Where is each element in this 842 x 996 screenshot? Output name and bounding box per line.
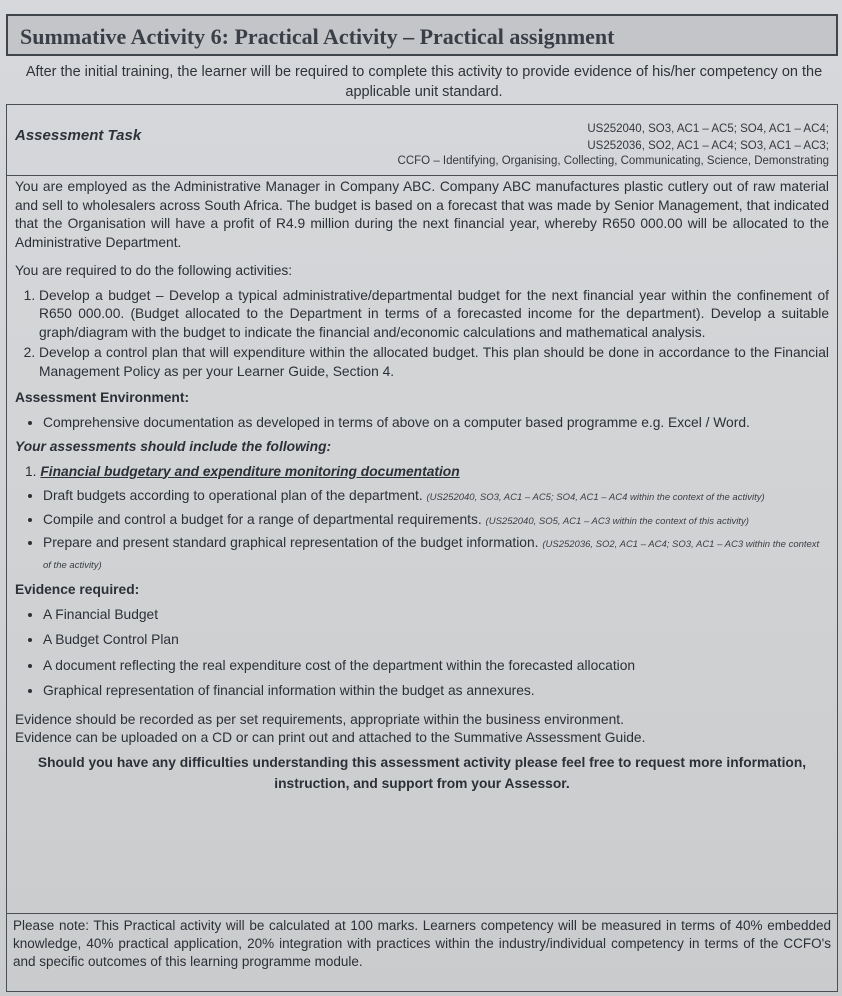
activity-item: 1. Develop a budget – Develop a typical administrative/departmental budget for the next financial year within the confinement of R650 000.00. (Budget allocated to the Department in terms of a forecasted income for the department). Develop a suitable graph/diagram with the budget to indicate the financial and/economic calculations and mathematical analysis. (39, 287, 829, 343)
evidence-item: • A Financial Budget (43, 606, 829, 625)
evidence-list (15, 606, 829, 701)
assessment-table (6, 104, 838, 992)
environment-list (15, 414, 829, 433)
support-text: Should you have any difficulties understanding this assessment activity please feel free to request more information, instruction, and support from your Assessor. (37, 754, 807, 791)
activity-item: 2. Develop a control plan that will expenditure within the allocated budget. This plan should be done in accordance to the Financial Management Policy as per your Learner Guide, Section 4. (39, 344, 829, 381)
unit-standard-ref-2: US252036, SO2, AC1 – AC4; SO3, AC1 – AC3; (587, 140, 829, 152)
unit-standard-ref-1: US252040, SO3, AC1 – AC5; SO4, AC1 – AC4; (587, 123, 829, 135)
subheading-number: 1. (25, 463, 37, 479)
assessment-item (43, 534, 829, 575)
assessment-item-text: Draft budgets according to operational plan of the department. (43, 488, 423, 503)
subheading-text: Financial budgetary and expenditure monitoring documentation (40, 463, 460, 479)
task-content (15, 178, 829, 794)
intro-text: After the initial training, the learner will be required to complete this activity to provide evidence of his/her competency on the applicable unit standard. (25, 64, 823, 100)
evidence-recording-text: Evidence should be recorded as per set requirements, appropriate within the business environment. (15, 711, 624, 727)
page-title: Summative Activity 6: Practical Activity – Practical assignment (20, 24, 615, 49)
scenario-paragraph: You are employed as the Administrative Manager in Company ABC. Company ABC manufactures plastic cutlery out of raw material and sell to wholesalers across South Africa. The budget is based on a forecast that was made by Senior Management, that indicated that the Organisation will have a profit of R4.9 million during the next financial year, whereby R650 000.00 will be allocated to the Administrative Department. (15, 179, 829, 250)
evidence-upload-text: Evidence can be uploaded on a CD or can print out and attached to the Summative Assessment Guide. (15, 730, 646, 745)
environment-item: • Comprehensive documentation as developed in terms of above on a computer based programme e.g. Excel / Word. (43, 414, 829, 433)
assessment-item-ref: (US252040, SO5, AC1 – AC3 within the context of this activity) (485, 515, 749, 527)
please-note-text: Please note: This Practical activity will be calculated at 100 marks. Learners competency will be measured in terms of 40% embedded knowledge, 40% practical application, 20% integration with practices within the industry/individual competency in terms of the CCFO's and specific outcomes of this learning programme module. (13, 918, 831, 969)
assessment-item (43, 511, 829, 532)
assessment-task-label: Assessment Task (15, 127, 142, 144)
evidence-item: • A document reflecting the real expenditure cost of the department within the forecasted allocation (43, 657, 829, 676)
evidence-item: • A Budget Control Plan (43, 631, 829, 650)
task-content-row (7, 175, 837, 985)
assessment-item-ref: (US252036, SO2, AC1 – AC4; SO3, AC1 – AC3 within the context of the activity) (43, 539, 820, 571)
financial-documentation-subheading (25, 463, 829, 482)
environment-heading: Assessment Environment: (15, 390, 190, 405)
assessment-item-ref: (US252040, SO3, AC1 – AC5; SO4, AC1 – AC4 within the context of the activity) (426, 492, 765, 503)
note-row (7, 913, 837, 992)
assessment-item-text: Prepare and present standard graphical representation of the budget information. (43, 535, 539, 550)
title-box (6, 14, 838, 56)
unit-standard-references (587, 121, 829, 155)
ccfo-line: CCFO – Identifying, Organising, Collecting, Communicating, Science, Demonstrating (397, 155, 829, 167)
evidence-heading: Evidence required: (15, 582, 140, 597)
activities-list (15, 287, 829, 382)
evidence-item: • Graphical representation of financial information within the budget as annexures. (43, 682, 829, 701)
assessments-heading: Your assessments should include the following: (15, 439, 332, 454)
assessment-item (43, 487, 829, 508)
assessments-list (15, 487, 829, 575)
activities-intro: You are required to do the following activities: (15, 263, 293, 278)
assessment-task-row (7, 105, 837, 176)
assessment-item-text: Compile and control a budget for a range of departmental requirements. (43, 511, 482, 527)
